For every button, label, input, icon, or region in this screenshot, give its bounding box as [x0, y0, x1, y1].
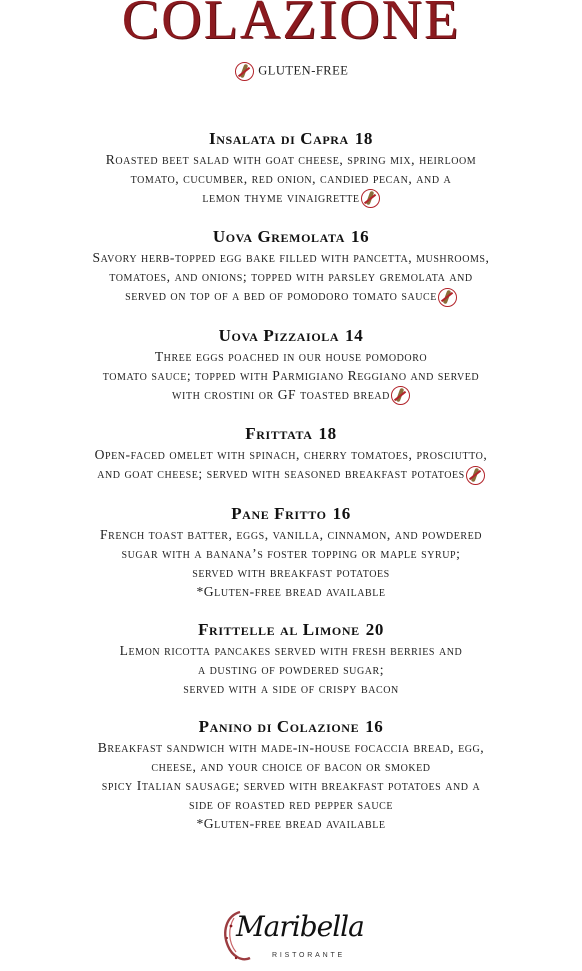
description-text: tomato sauce; topped with Parmigiano Reggiano and served — [102, 367, 480, 383]
description-line — [22, 525, 560, 544]
menu-item-name: Insalata di Capra — [208, 129, 349, 148]
description-text: Lemon ricotta pancakes served with fresh berries and — [119, 642, 463, 658]
description-line — [22, 582, 560, 601]
menu-item-price: 16 — [350, 227, 370, 247]
description-line — [22, 660, 560, 679]
description-text: Savory herb-topped egg bake filled with pancetta, mushrooms, — [92, 250, 490, 266]
description-line — [22, 347, 560, 366]
menu-item-price: 18 — [318, 424, 337, 444]
menu-item-price: 14 — [345, 325, 364, 345]
menu-item-price: 16 — [332, 503, 351, 523]
description-text: tomatoes, and onions; topped with parsley gremolata and — [109, 269, 473, 285]
menu-item-description — [0, 347, 582, 405]
menu-item-description — [0, 738, 582, 833]
description-text: with crostini or GF toasted bread — [172, 386, 390, 402]
description-line — [22, 464, 560, 484]
menu-item — [0, 226, 582, 306]
menu-item-price: 20 — [365, 619, 384, 639]
description-text: Breakfast sandwich with made-in-house focaccia bread, egg, — [97, 739, 485, 755]
restaurant-logo — [214, 898, 374, 968]
gluten-free-icon — [438, 288, 457, 307]
description-line — [22, 544, 560, 563]
gluten-free-legend-label: GLUTEN-FREE — [258, 63, 349, 78]
menu-item-description — [0, 150, 582, 208]
description-text: served with breakfast potatoes — [192, 564, 390, 580]
description-line — [22, 814, 560, 833]
description-line — [22, 445, 560, 464]
menu-item-description — [0, 641, 582, 698]
description-text: French toast batter, eggs, vanilla, cinnamon, and powdered — [99, 526, 483, 542]
description-text: sugar with a banana’s foster topping or maple syrup; — [121, 545, 461, 561]
menu-item — [0, 423, 582, 484]
description-text: lemon thyme vinaigrette — [202, 190, 360, 205]
description-line — [22, 385, 560, 405]
menu-list — [0, 128, 582, 851]
gluten-free-icon — [361, 189, 380, 208]
menu-item-price: 16 — [365, 716, 384, 736]
description-text: *Gluten-free bread available — [196, 815, 386, 831]
menu-item — [0, 619, 582, 698]
page-title: COLAZIONE — [121, 0, 461, 51]
logo-script-text: Maribella — [236, 910, 364, 943]
gluten-free-icon — [391, 386, 410, 405]
description-line — [22, 563, 560, 582]
menu-item — [0, 325, 582, 405]
menu-item-name: Uova Gremolata — [212, 227, 345, 247]
description-text: served with a side of crispy bacon — [183, 680, 399, 696]
menu-item-heading — [0, 128, 582, 150]
menu-item-name: Pane Fritto — [231, 503, 327, 523]
menu-item-name: Panino di Colazione — [198, 716, 360, 736]
gluten-free-legend — [0, 62, 582, 81]
description-line — [22, 366, 560, 385]
menu-item-heading — [0, 423, 582, 445]
description-text: *Gluten-free bread available — [196, 583, 386, 599]
description-text: Roasted beet salad with goat cheese, spring mix, heirloom — [105, 152, 477, 167]
menu-item — [0, 128, 582, 208]
gluten-free-icon — [235, 62, 254, 81]
description-line — [22, 267, 560, 286]
description-line — [22, 641, 560, 660]
description-line — [22, 738, 560, 757]
description-text: tomato, cucumber, red onion, candied pecan, and a — [130, 171, 452, 186]
menu-item-name: Frittata — [245, 424, 313, 444]
menu-item-heading — [0, 325, 582, 347]
description-text: cheese, and your choice of bacon or smoked — [151, 758, 431, 774]
description-text: side of roasted red pepper sauce — [188, 796, 394, 812]
menu-item — [0, 716, 582, 833]
menu-item-description — [0, 248, 582, 306]
description-line — [22, 679, 560, 698]
description-line — [22, 169, 560, 188]
description-line — [22, 248, 560, 267]
logo-subtitle: RISTORANTE — [272, 952, 345, 959]
description-line — [22, 776, 560, 795]
description-text: spicy Italian sausage; served with breakfast potatoes and a — [101, 777, 481, 793]
description-line — [22, 150, 560, 169]
menu-item-price: 18 — [354, 129, 374, 148]
menu-item-description — [0, 525, 582, 601]
description-line — [22, 188, 560, 208]
menu-item-description — [0, 445, 582, 484]
menu-item-heading — [0, 716, 582, 738]
menu-item-heading — [0, 503, 582, 525]
menu-item — [0, 503, 582, 601]
menu-item-heading — [0, 619, 582, 641]
description-text: and goat cheese; served with seasoned breakfast potatoes — [97, 466, 465, 482]
gluten-free-icon — [466, 466, 485, 485]
description-text: Three eggs poached in our house pomodoro — [154, 348, 428, 364]
description-text: Open-faced omelet with spinach, cherry tomatoes, prosciutto, — [94, 447, 488, 463]
description-text: served on top of a bed of pomodoro tomato sauce — [125, 288, 437, 304]
menu-item-name: Uova Pizzaiola — [218, 325, 340, 345]
description-line — [22, 795, 560, 814]
description-text: a dusting of powdered sugar; — [197, 661, 385, 677]
menu-item-name: Frittelle al Limone — [198, 619, 360, 639]
menu-item-heading — [0, 226, 582, 248]
description-line — [22, 286, 560, 306]
description-line — [22, 757, 560, 776]
